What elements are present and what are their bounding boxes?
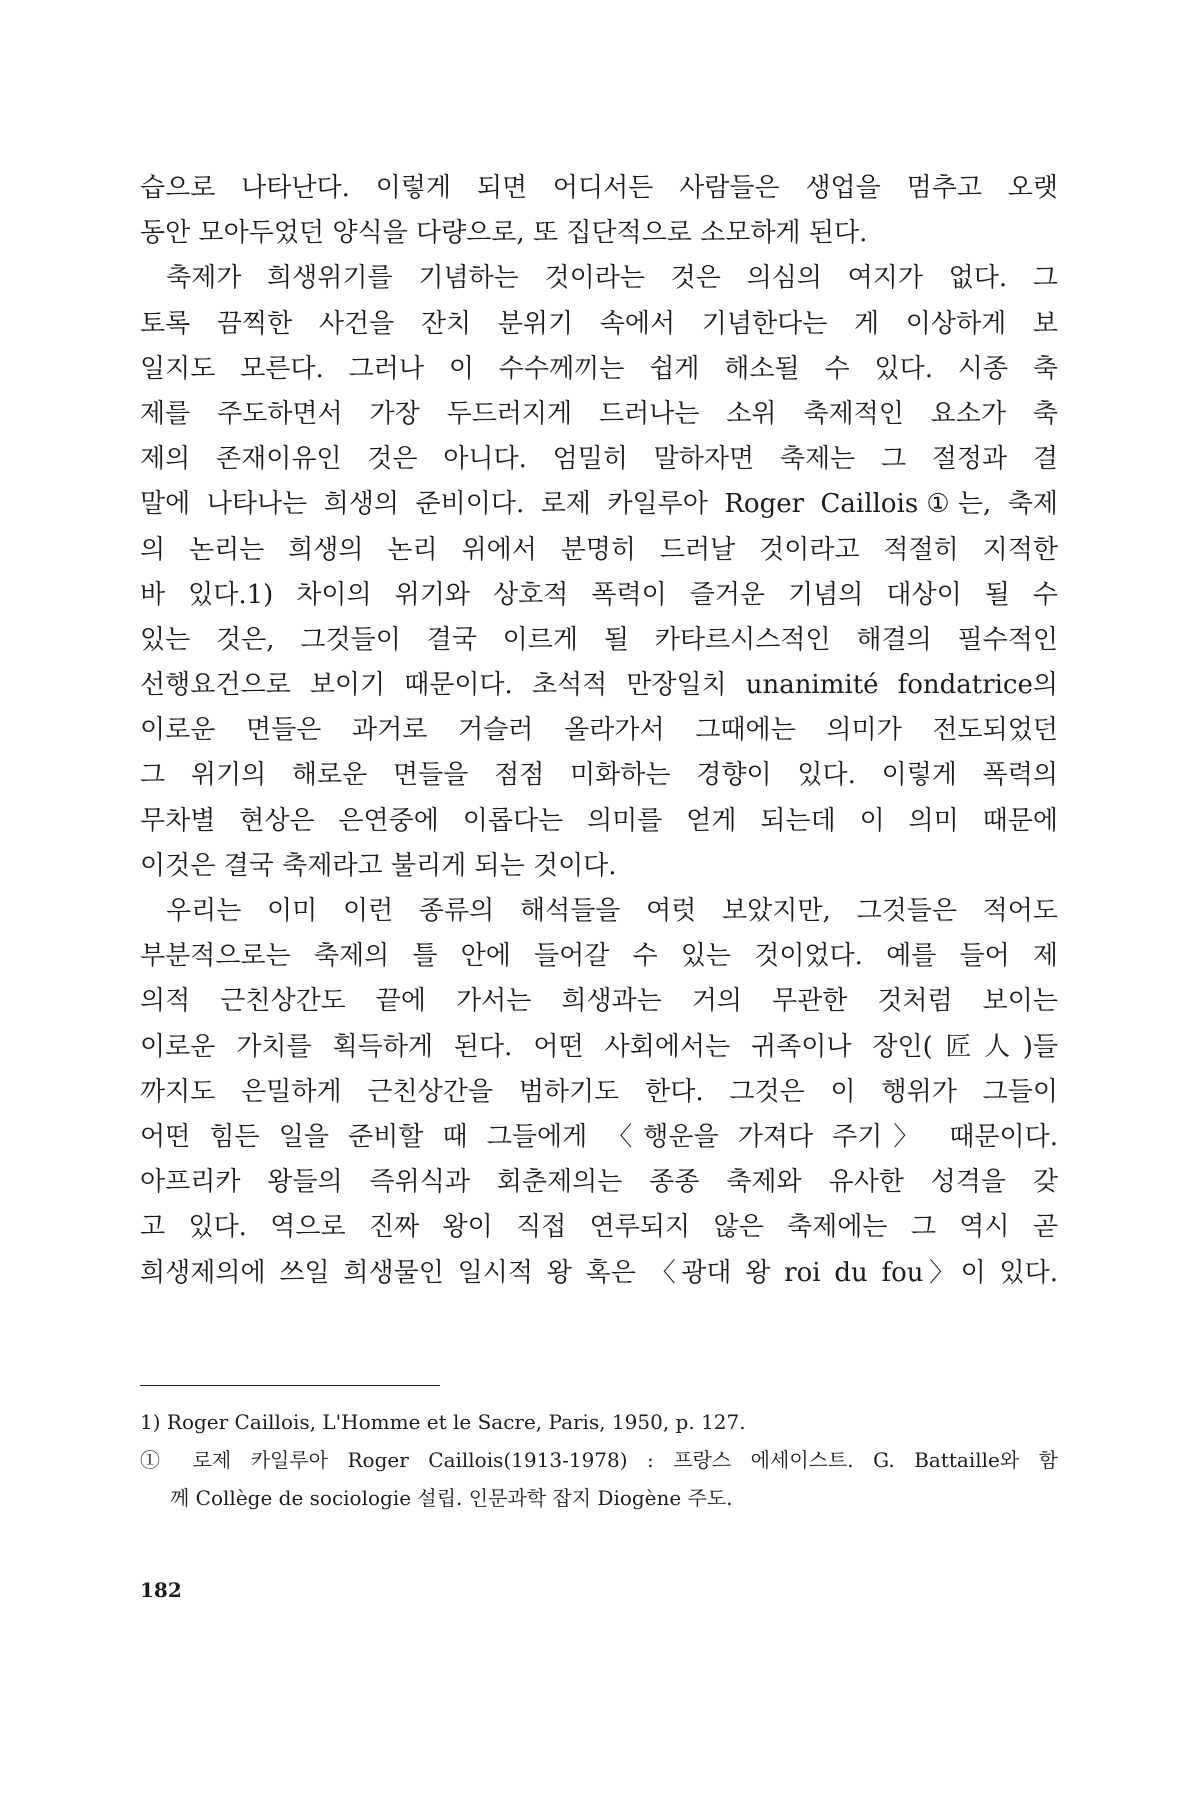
footnote-divider: [140, 1385, 440, 1386]
footnote-line: 께 Collège de sociologie 설립. 인문과학 잡지 Diogène 주도.: [170, 1486, 733, 1510]
text-line: 희생제의에 쓰일 희생물인 일시적 왕 혹은 〈광대 왕 roi du fou〉이 있다.: [140, 1257, 1058, 1288]
text-line: 이것은 결국 축제라고 불리게 되는 것이다.: [140, 850, 617, 881]
text-line: 선행요건으로 보이기 때문이다. 초석적 만장일치 unanimité fondatrice의: [140, 670, 1058, 701]
text-line: 축제가 희생위기를 기념하는 것이라는 것은 의심의 여지가 없다. 그: [166, 263, 1058, 294]
text-line: 까지도 은밀하게 근친상간을 범하기도 한다. 그것은 이 행위가 그들이: [140, 1076, 1058, 1107]
text-line: 부분적으로는 축제의 틀 안에 들어갈 수 있는 것이었다. 예를 들어 제: [140, 941, 1058, 972]
text-line: 제를 주도하면서 가장 두드러지게 드러나는 소위 축제적인 요소가 축: [140, 398, 1058, 429]
text-line: 일지도 모른다. 그러나 이 수수께끼는 쉽게 해소될 수 있다. 시종 축: [140, 353, 1058, 384]
footnotes: [140, 1403, 1058, 1517]
text-line: 말에 나타나는 희생의 준비이다. 로제 카일루아 Roger Caillois①는, 축제: [140, 489, 1058, 520]
page-number: 182: [140, 1578, 182, 1602]
text-line: 아프리카 왕들의 즉위식과 회춘제의는 종종 축제와 유사한 성격을 갖: [140, 1167, 1058, 1198]
text-line: 이로운 면들은 과거로 거슬러 올라가서 그때에는 의미가 전도되었던: [140, 715, 1058, 746]
text-line: 바 있다.1) 차이의 위기와 상호적 폭력이 즐거운 기념의 대상이 될 수: [140, 579, 1058, 610]
text-line: 우리는 이미 이런 종류의 해석들을 여럿 보았지만, 그것들은 적어도: [166, 896, 1058, 926]
text-line: 고 있다. 역으로 진짜 왕이 직접 연루되지 않은 축제에는 그 역시 곧: [140, 1212, 1058, 1243]
body-text: [140, 166, 1058, 1296]
text-line: 제의 존재이유인 것은 아니다. 엄밀히 말하자면 축제는 그 절정과 결: [140, 444, 1058, 475]
text-line: 있는 것은, 그것들이 결국 이르게 될 카타르시스적인 해결의 필수적인: [140, 624, 1058, 655]
text-line: 그 위기의 해로운 면들을 점점 미화하는 경향이 있다. 이렇게 폭력의: [140, 760, 1058, 791]
footnote-line: 1) Roger Caillois, L'Homme et le Sacre, Paris, 1950, p. 127.: [140, 1410, 746, 1434]
text-line: 어떤 힘든 일을 준비할 때 그들에게 〈행운을 가져다 주기〉 때문이다.: [140, 1121, 1058, 1152]
text-line: 이로운 가치를 획득하게 된다. 어떤 사회에서는 귀족이나 장인(匠人)들: [140, 1031, 1058, 1062]
text-line: 의 논리는 희생의 논리 위에서 분명히 드러날 것이라고 적절히 지적한: [140, 534, 1058, 565]
text-line: 무차별 현상은 은연중에 이롭다는 의미를 얻게 되는데 이 의미 때문에: [140, 805, 1058, 836]
text-line: 의적 근친상간도 끝에 가서는 희생과는 거의 무관한 것처럼 보이는: [140, 986, 1058, 1017]
text-line: 토록 끔찍한 사건을 잔치 분위기 속에서 기념한다는 게 이상하게 보: [140, 308, 1058, 339]
text-line: 습으로 나타난다. 이렇게 되면 어디서든 사람들은 생업을 멈추고 오랫: [140, 173, 1058, 203]
text-line: 동안 모아두었던 양식을 다량으로, 또 집단적으로 소모하게 된다.: [140, 218, 868, 249]
footnote-line: ① 로제 카일루아 Roger Caillois(1913-1978) : 프랑스 에세이스트. G. Battaille와 함: [140, 1448, 1058, 1472]
